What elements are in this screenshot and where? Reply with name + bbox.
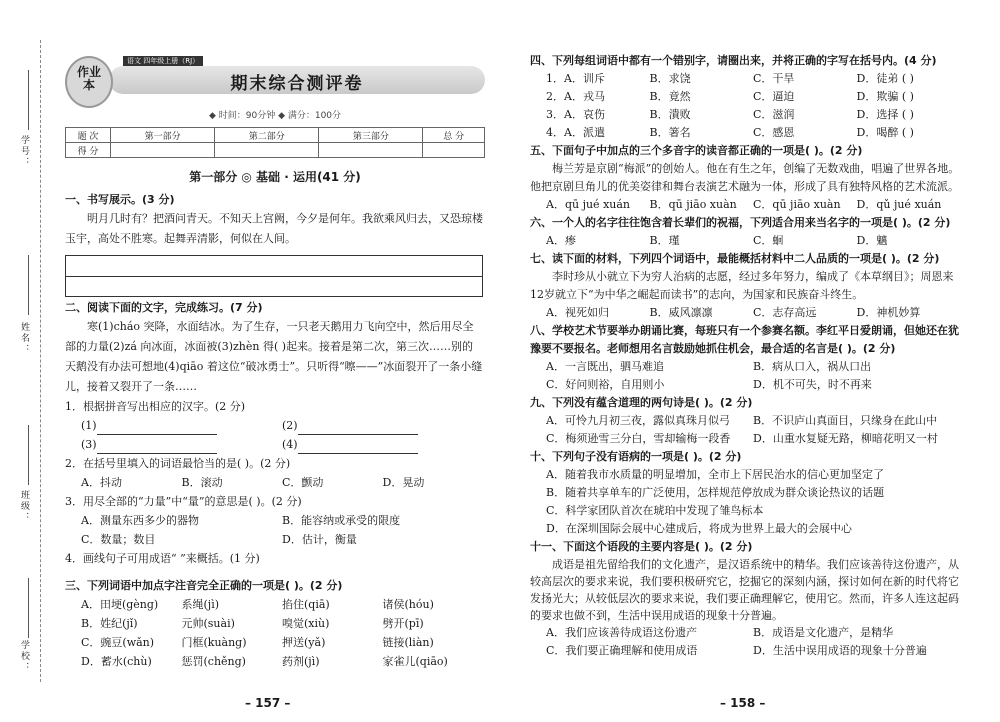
- badge-text: 作业本: [76, 65, 101, 92]
- page-number: – 158 –: [720, 696, 766, 710]
- word: D．喝醉 ( ): [856, 126, 914, 139]
- exam-meta: ◆ 时间：90分钟 ◆ 满分：100分: [208, 111, 342, 121]
- option[interactable]: B．病从口入，祸从口出: [753, 360, 872, 373]
- q3-option-row[interactable]: [65, 633, 483, 652]
- q5-text: 梅兰芳是京剧“梅派”的创始人。他在有生之年，创编了无数戏曲，唱遍了世界各地。他把京剧旦角儿的优美姿律和舞台表演艺术融为一体，形成了具有独特风格的艺术流派。: [530, 162, 960, 193]
- blank-label: (4): [282, 438, 298, 451]
- option[interactable]: A．随着我市水质量的明显增加，全市上下居民治水的信心更加坚定了: [546, 468, 884, 481]
- option[interactable]: D．山重水复疑无路，柳暗花明又一村: [753, 432, 938, 445]
- option[interactable]: B．瑾: [649, 234, 680, 247]
- option[interactable]: C．梅须逊雪三分白，雪却输梅一段香: [546, 432, 731, 445]
- word: 元帅(suài): [181, 617, 235, 630]
- word: B．姓纪(jǐ): [81, 617, 138, 630]
- exam-title: 期末综合测评卷: [230, 74, 364, 94]
- score-cell: 第三部分: [319, 128, 423, 143]
- word: C．豌豆(wǎn): [81, 636, 155, 649]
- option[interactable]: B．qū jiāo xuàn: [649, 198, 737, 211]
- school-label: 学校：: [19, 640, 29, 673]
- page-157: [55, 0, 485, 722]
- option[interactable]: C．科学家团队首次在琥珀中发现了雏鸟标本: [546, 504, 764, 517]
- q4-row[interactable]: [530, 124, 960, 142]
- option[interactable]: A．瘆: [546, 234, 576, 247]
- word: B．竟然: [649, 90, 691, 103]
- q8-options: [530, 376, 960, 394]
- option[interactable]: D．qǔ jué xuán: [856, 198, 942, 211]
- q1-title: 一、书写展示。(3 分): [65, 193, 175, 206]
- score-cell: 总 分: [423, 128, 485, 143]
- binding-margin: [0, 0, 52, 722]
- name-line: [28, 255, 29, 315]
- blank-line[interactable]: [298, 441, 418, 454]
- word: B．潰败: [649, 108, 691, 121]
- blank-item[interactable]: [282, 416, 483, 435]
- q2-sub1-blanks-row: [65, 435, 483, 454]
- option[interactable]: B．成语是文化遗产，是精华: [753, 626, 894, 639]
- word: 药剂(jì): [282, 655, 320, 668]
- score-input-cell[interactable]: [319, 143, 423, 158]
- score-input-cell[interactable]: [215, 143, 319, 158]
- q2-sub3-options: [65, 511, 483, 530]
- option[interactable]: D．生活中误用成语的现象十分普遍: [753, 644, 927, 657]
- word: 家雀儿(qiāo): [382, 655, 448, 668]
- title-banner: [109, 66, 485, 94]
- q3-option-row[interactable]: [65, 614, 483, 633]
- option[interactable]: B．随着共享单车的广泛使用，怎样规范停放成为群众谈论热议的话题: [546, 486, 885, 499]
- q5-title: 五、下面句子中加点的三个多音字的读音都正确的一项是( )。(2 分): [530, 144, 863, 157]
- option[interactable]: B．能容纳或承受的限度: [282, 514, 401, 527]
- q2-sub1-blanks-row: [65, 416, 483, 435]
- blank-item[interactable]: [81, 435, 282, 454]
- school-line: [28, 578, 29, 638]
- q4-row[interactable]: [530, 88, 960, 106]
- blank-item[interactable]: [282, 435, 483, 454]
- word: 4．A．派遣: [546, 126, 605, 139]
- q11-options: [530, 624, 960, 642]
- word: 系绳(jì): [181, 598, 220, 611]
- score-table: [65, 127, 485, 158]
- q9-title: 九、下列没有蕴含道理的两句诗是( )。(2 分): [530, 396, 753, 409]
- q10-title: 十、下列句子没有语病的一项是( )。(2 分): [530, 450, 742, 463]
- q1-text: 明月几时有？把酒问青天。不知天上宫阙，今夕是何年。我欲乘风归去，又恐琼楼玉宇，高处不胜寒。起舞弄清影，何似在人间。: [65, 212, 483, 245]
- option[interactable]: D．晃动: [382, 476, 425, 489]
- option[interactable]: D．估计，衡量: [282, 533, 357, 546]
- q2-sub3-options: [65, 530, 483, 549]
- blank-item[interactable]: [81, 416, 282, 435]
- name-label: 姓名：: [19, 322, 29, 355]
- q8-options: [530, 358, 960, 376]
- word: 押送(yǎ): [282, 636, 326, 649]
- q4-row[interactable]: [530, 106, 960, 124]
- q8-title: 八、学校艺术节要举办朗诵比赛，每班只有一个参赛名额。李红平日爱朗诵，但她还在犹豫要不要报名。老师想用名言鼓励她抓住机会，最合适的名言是( )。(2 分): [530, 324, 959, 355]
- word: C．逼迫: [753, 90, 795, 103]
- option[interactable]: B．威风凛凛: [649, 306, 713, 319]
- word: B．求饶: [649, 72, 691, 85]
- option[interactable]: D．神机妙算: [856, 306, 921, 319]
- student-number-label: 学号：: [19, 135, 29, 168]
- word: 2．A．戎马: [546, 90, 605, 103]
- writing-box[interactable]: [65, 255, 483, 297]
- word: 1．A．训斥: [546, 72, 605, 85]
- option[interactable]: A．qū jué xuán: [546, 198, 630, 211]
- word: D．选择 ( ): [856, 108, 914, 121]
- score-cell: 得 分: [66, 143, 111, 158]
- score-cell: 题 次: [66, 128, 111, 143]
- q7-options: [530, 304, 960, 322]
- word: A．田埂(gèng): [81, 598, 159, 611]
- option[interactable]: D．在深圳国际会展中心建成后，将成为世界上最大的会展中心: [546, 522, 852, 535]
- q9-options: [530, 412, 960, 430]
- word: D．徒弟 ( ): [856, 72, 914, 85]
- option[interactable]: D．机不可失，时不再来: [753, 378, 872, 391]
- q11-title: 十一、下面这个语段的主要内容是( )。(2 分): [530, 540, 753, 553]
- word: 掐住(qiā): [282, 598, 330, 611]
- option[interactable]: C．颤动: [282, 476, 324, 489]
- word: D．欺骗 ( ): [856, 90, 914, 103]
- q5-options: [530, 196, 960, 214]
- section-q4: [530, 52, 960, 660]
- word: C．感恩: [753, 126, 795, 139]
- option[interactable]: C．qū jiāo xuàn: [753, 198, 841, 211]
- score-row-header: [66, 128, 485, 143]
- cut-line: [40, 40, 41, 682]
- option[interactable]: D．魑: [856, 234, 888, 247]
- option[interactable]: A．我们应该善待成语这份遗产: [546, 626, 697, 639]
- subject-tag: 语文 四年级上册（RJ）: [123, 56, 203, 66]
- blank-label: (3): [81, 438, 97, 451]
- page-number: – 157 –: [245, 696, 291, 710]
- word: C．干旱: [753, 72, 795, 85]
- q11-text: 成语是祖先留给我们的文化遗产，是汉语系统中的精华。我们应该善待这份遗产，从较高层次的要求来说，我们要积极研究它，挖掘它的深刻内涵，探讨如何在新的时代将它发扬光大；从较低层次的要求来说，我们要正确理解它，使用它。然而，许多人连这起码的要求也做不到，生活中误用成语的现象十分普遍。: [530, 558, 959, 622]
- q11-options: [530, 642, 960, 660]
- option[interactable]: B．不识庐山真面目，只缘身在此山中: [753, 414, 938, 427]
- word: 链接(liàn): [382, 636, 434, 649]
- option[interactable]: B．滚动: [181, 476, 223, 489]
- score-row-values: [66, 143, 485, 158]
- option[interactable]: C．数量；数目: [81, 533, 156, 546]
- word: C．滋润: [753, 108, 795, 121]
- blank-line[interactable]: [298, 422, 418, 435]
- word: 3．A．哀伤: [546, 108, 605, 121]
- part-one-title: 第一部分 ◎ 基础 · 运用(41 分): [189, 170, 361, 184]
- blank-line[interactable]: [97, 422, 217, 435]
- option[interactable]: A．测量东西多少的器物: [81, 514, 199, 527]
- score-cell: 第二部分: [215, 128, 319, 143]
- q6-title: 六、一个人的名字往往饱含着长辈们的祝福，下列适合用来当名字的一项是( )。(2 分): [530, 216, 951, 229]
- class-label: 班级：: [19, 490, 29, 523]
- q3-option-row[interactable]: [65, 652, 483, 671]
- section-q3: [65, 576, 483, 671]
- q2-title: 二、阅读下面的文字，完成练习。(7 分): [65, 301, 263, 314]
- option[interactable]: A．可怜九月初三夜，露似真珠月似弓: [546, 414, 730, 427]
- option[interactable]: A．一言既出，驷马难追: [546, 360, 664, 373]
- q2-sub2-options: [65, 473, 483, 492]
- section-q2: [65, 298, 483, 568]
- blank-label: (2): [282, 419, 298, 432]
- score-cell: 第一部分: [111, 128, 215, 143]
- q4-title: 四、下列每组词语中都有一个错别字，请圈出来，并将正确的字写在括号内。(4 分): [530, 54, 937, 67]
- score-input-cell[interactable]: [111, 143, 215, 158]
- option[interactable]: A．视死如归: [546, 306, 609, 319]
- writing-midline: [66, 276, 482, 277]
- student-number-line: [28, 70, 29, 130]
- page-158: [520, 0, 960, 722]
- mascot-badge-icon: [65, 56, 113, 108]
- q2-sub2: 2．在括号里填入的词语最恰当的是( )。(2 分): [65, 457, 291, 470]
- q4-row[interactable]: [530, 70, 960, 88]
- blank-label: (1): [81, 419, 97, 432]
- q9-options: [530, 430, 960, 448]
- word: 嗅觉(xiù): [282, 617, 330, 630]
- option[interactable]: A．抖动: [81, 476, 122, 489]
- q2-sub4: 4．画线句子可用成语“ ”来概括。(1 分): [65, 552, 260, 565]
- q2-sub3: 3．用尽全部的“力量”中“量”的意思是( )。(2 分): [65, 495, 302, 508]
- exam-header: [65, 56, 485, 104]
- word: 劈开(pī): [382, 617, 424, 630]
- word: 惩罚(chěng): [181, 655, 246, 668]
- score-input-cell[interactable]: [423, 143, 485, 158]
- word: 门框(kuàng): [181, 636, 247, 649]
- section-q1: [65, 190, 483, 297]
- q3-option-row[interactable]: [65, 595, 483, 614]
- class-line: [28, 425, 29, 485]
- blank-line[interactable]: [97, 441, 217, 454]
- option[interactable]: C．志存高远: [753, 306, 817, 319]
- q3-title: 三、下列词语中加点字注音完全正确的一项是( )。(2 分): [65, 579, 343, 592]
- q7-text: 李时珍从小就立下为穷人治病的志愿，经过多年努力，编成了《本草纲目》；周恩来12岁就立下“为中华之崛起而读书”的志向，为国家和民族奋斗终生。: [530, 270, 954, 301]
- q7-title: 七、读下面的材料，下列四个词语中，最能概括材料中二人品质的一项是( )。(2 分): [530, 252, 940, 265]
- option[interactable]: C．好问则裕，自用则小: [546, 378, 665, 391]
- q6-options: [530, 232, 960, 250]
- word: B．箸名: [649, 126, 691, 139]
- word: D．蓄水(chù): [81, 655, 152, 668]
- option[interactable]: C．蛔: [753, 234, 784, 247]
- q2-sub1: 1．根据拼音写出相应的汉字。(2 分): [65, 400, 246, 413]
- option[interactable]: C．我们要正确理解和使用成语: [546, 644, 698, 657]
- q2-text: 寒(1)cháo 突降，水面结冰。为了生存，一只老天鹅用力飞向空中，然后用尽全部的力量(2)zá 向冰面，冰面被(3)zhèn 得( )起来。接着是第二次，第三次……别的天鹅没有办法可想地(4)qiāo 着这位“破冰勇士”。只听得“嚓——”冰面裂开了一条小缝儿，接着又裂开了一条……: [65, 320, 483, 393]
- word: 诸侯(hóu): [382, 598, 434, 611]
